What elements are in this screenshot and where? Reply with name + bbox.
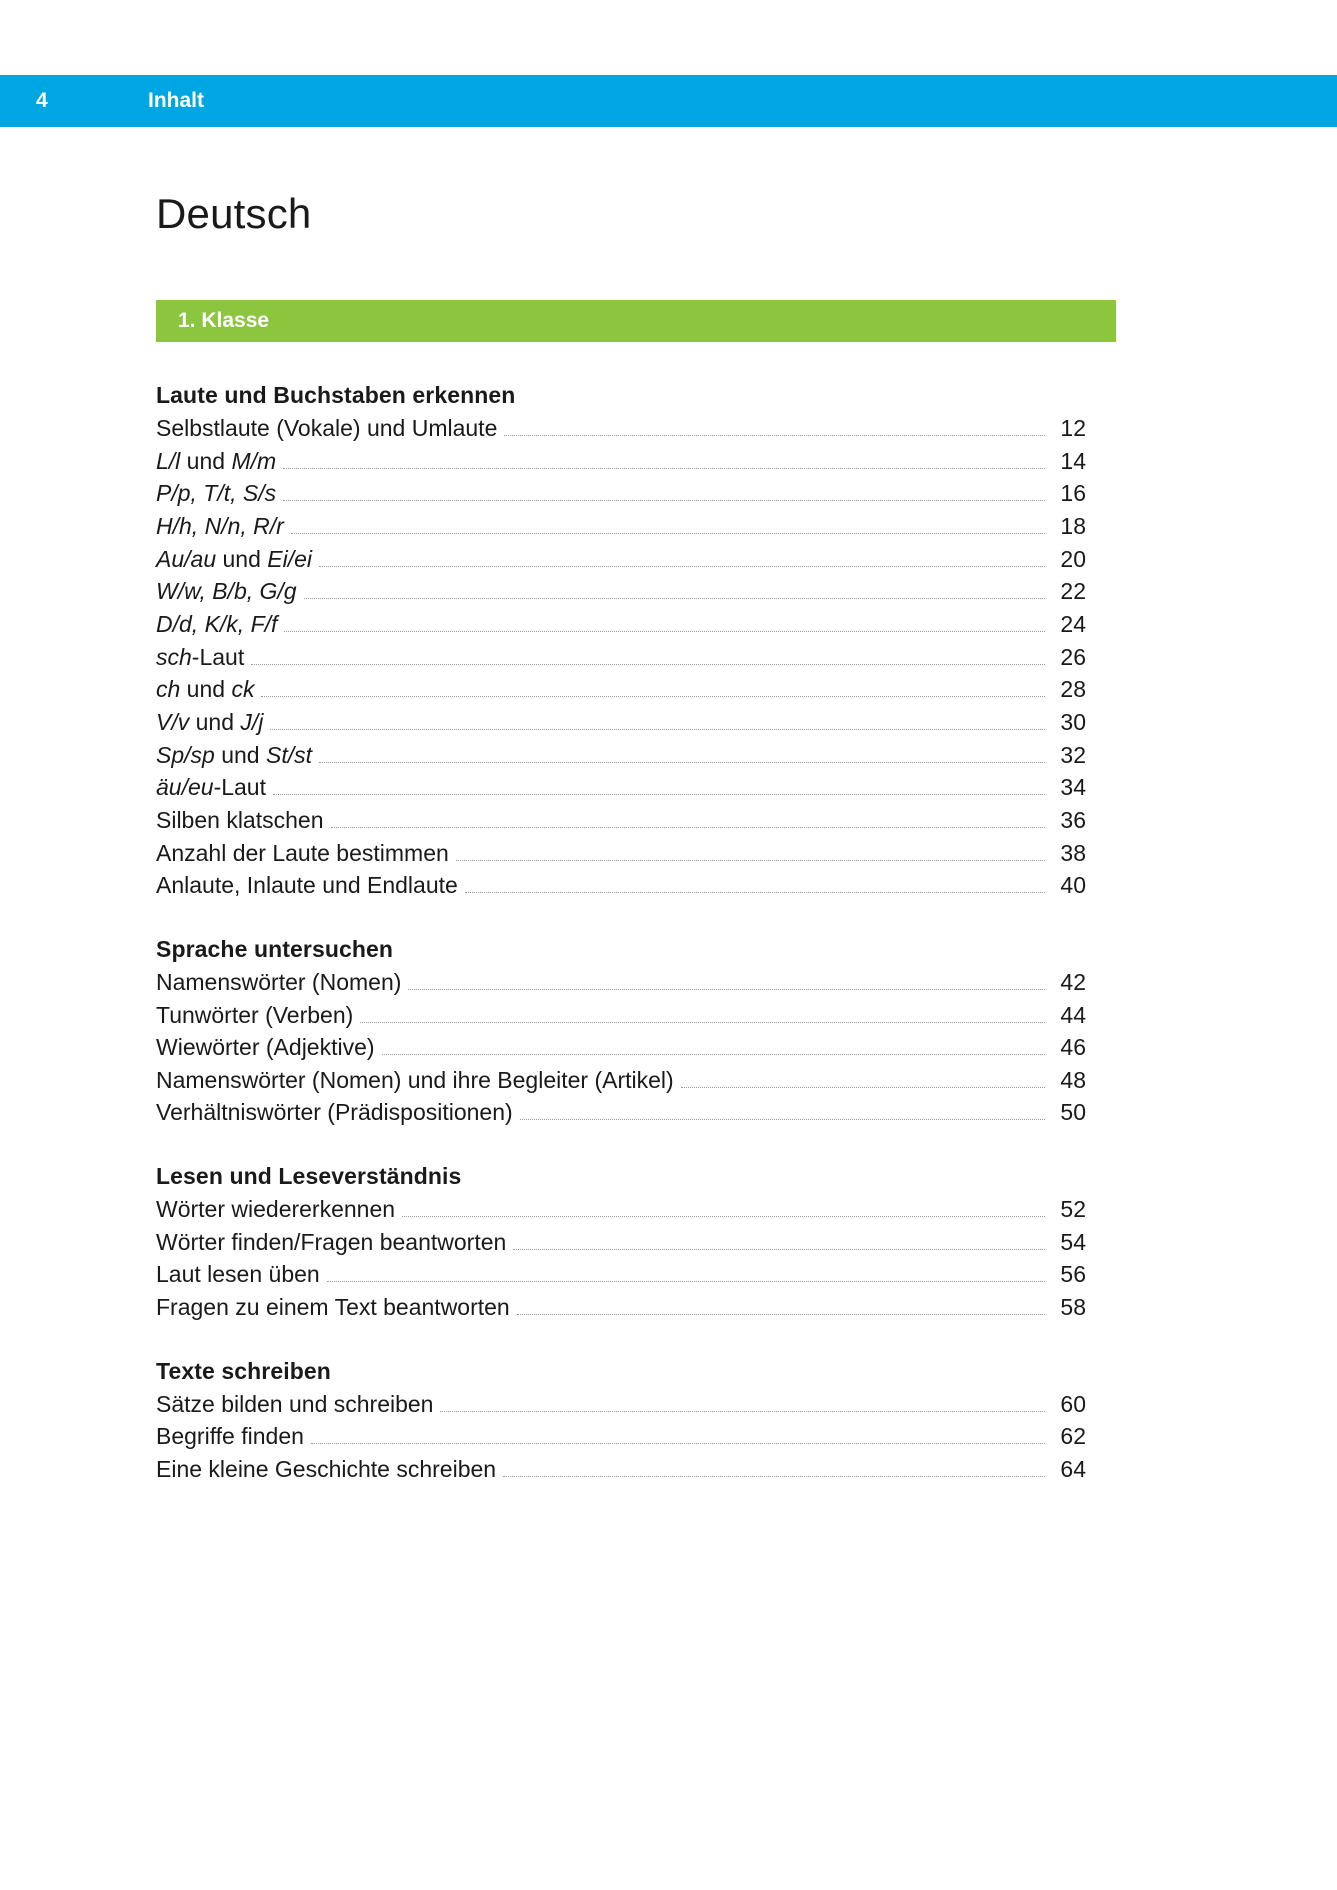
toc-entry[interactable] — [156, 510, 1086, 543]
toc-entry[interactable] — [156, 837, 1086, 870]
toc-groups — [156, 382, 1086, 1486]
toc-leader-dots — [402, 1216, 1045, 1217]
toc-entry-label: Sp/sp und St/st — [156, 741, 312, 768]
toc-entry-label: V/v und J/j — [156, 708, 264, 735]
toc-entry-page-number: 56 — [1060, 1261, 1086, 1288]
toc-entry-label: W/w, B/b, G/g — [156, 578, 297, 605]
toc-leader-dots — [251, 664, 1045, 665]
toc-entry-label: ch und ck — [156, 676, 255, 703]
toc-entry-page-number: 22 — [1060, 578, 1086, 605]
toc-entry[interactable] — [156, 543, 1086, 576]
toc-entry-page-number: 58 — [1060, 1294, 1086, 1321]
toc-leader-dots — [319, 762, 1045, 763]
toc-entry-label: Wörter wiedererkennen — [156, 1196, 396, 1223]
toc-entry-page-number: 14 — [1060, 447, 1086, 474]
toc-entry-label: L/l und M/m — [156, 447, 277, 474]
toc-entry-label: Fragen zu einem Text beantworten — [156, 1294, 510, 1321]
toc-leader-dots — [520, 1119, 1045, 1120]
toc-leader-dots — [291, 533, 1045, 534]
toc-entry-label: Begriffe finden — [156, 1423, 304, 1450]
toc-entry-page-number: 40 — [1060, 872, 1086, 899]
toc-leader-dots — [283, 468, 1045, 469]
grade-banner-label: 1. Klasse — [178, 309, 270, 332]
toc-leader-dots — [360, 1022, 1045, 1023]
toc-leader-dots — [440, 1411, 1045, 1412]
toc-entry-page-number: 52 — [1060, 1196, 1086, 1223]
toc-entry-label: Namenswörter (Nomen) — [156, 968, 402, 995]
toc-leader-dots — [503, 1476, 1045, 1477]
header-section-title: Inhalt — [148, 89, 204, 112]
grade-banner — [156, 300, 1116, 342]
toc-entry-label: Silben klatschen — [156, 806, 324, 833]
toc-entry[interactable] — [156, 966, 1086, 999]
toc-entry-label: Au/au und Ei/ei — [156, 545, 313, 572]
toc-entry[interactable] — [156, 706, 1086, 739]
toc-group — [156, 936, 1086, 1129]
toc-entry[interactable] — [156, 412, 1086, 445]
toc-entry-label: äu/eu-Laut — [156, 774, 266, 801]
toc-entry[interactable] — [156, 1453, 1086, 1486]
toc-entry-page-number: 38 — [1060, 839, 1086, 866]
toc-group-heading: Texte schreiben — [156, 1357, 331, 1384]
toc-leader-dots — [261, 696, 1045, 697]
header-page-number: 4 — [36, 89, 48, 112]
toc-leader-dots — [465, 892, 1045, 893]
toc-group-heading: Lesen und Leseverständnis — [156, 1163, 462, 1190]
toc-entry[interactable] — [156, 1226, 1086, 1259]
toc-entry-page-number: 32 — [1060, 741, 1086, 768]
page-header-bar — [0, 75, 1337, 127]
toc-leader-dots — [283, 500, 1045, 501]
toc-entry-label: Selbstlaute (Vokale) und Umlaute — [156, 415, 498, 441]
toc-leader-dots — [504, 435, 1045, 436]
toc-entry-page-number: 48 — [1060, 1066, 1086, 1093]
toc-entry-page-number: 18 — [1060, 512, 1086, 539]
toc-entry-label: Namenswörter (Nomen) und ihre Begleiter (Artikel) — [156, 1066, 674, 1093]
toc-entry-label: Sätze bilden und schreiben — [156, 1390, 434, 1417]
toc-entry[interactable] — [156, 1064, 1086, 1097]
toc-entry-label: P/p, T/t, S/s — [156, 480, 277, 507]
toc-entry[interactable] — [156, 804, 1086, 837]
toc-entry-page-number: 50 — [1060, 1099, 1086, 1126]
toc-leader-dots — [513, 1249, 1045, 1250]
toc-content — [156, 190, 1086, 1520]
toc-entry-page-number: 64 — [1060, 1456, 1086, 1483]
toc-leader-dots — [456, 860, 1045, 861]
toc-entry-page-number: 54 — [1060, 1228, 1086, 1255]
toc-entry[interactable] — [156, 445, 1086, 478]
toc-entry-label: Tunwörter (Verben) — [156, 1001, 354, 1028]
toc-entry[interactable] — [156, 1193, 1086, 1226]
toc-leader-dots — [517, 1314, 1045, 1315]
toc-entry[interactable] — [156, 739, 1086, 772]
toc-entry-label: Anlaute, Inlaute und Endlaute — [156, 872, 458, 899]
toc-group — [156, 1163, 1086, 1324]
toc-entry-page-number: 46 — [1060, 1034, 1086, 1061]
toc-entry[interactable] — [156, 1031, 1086, 1064]
toc-group-heading: Laute und Buchstaben erkennen — [156, 382, 516, 408]
toc-leader-dots — [331, 827, 1046, 828]
toc-entry-page-number: 60 — [1060, 1390, 1086, 1417]
toc-leader-dots — [311, 1443, 1045, 1444]
toc-entry[interactable] — [156, 1388, 1086, 1421]
toc-entry-page-number: 44 — [1060, 1001, 1086, 1028]
toc-entry[interactable] — [156, 1258, 1086, 1291]
toc-entry-page-number: 28 — [1060, 676, 1086, 703]
toc-entry-page-number: 36 — [1060, 806, 1086, 833]
toc-leader-dots — [319, 566, 1045, 567]
toc-entry-page-number: 30 — [1060, 708, 1086, 735]
toc-entry-page-number: 24 — [1060, 610, 1086, 637]
toc-leader-dots — [270, 729, 1045, 730]
toc-entry-label: Laut lesen üben — [156, 1261, 320, 1288]
toc-entry-page-number: 42 — [1060, 968, 1086, 995]
toc-entry-page-number: 34 — [1060, 774, 1086, 801]
toc-group-heading: Sprache untersuchen — [156, 935, 394, 962]
toc-entry-page-number: 12 — [1060, 415, 1086, 441]
toc-entry-page-number: 20 — [1060, 545, 1086, 572]
toc-leader-dots — [273, 794, 1045, 795]
toc-entry-label: Eine kleine Geschichte schreiben — [156, 1456, 497, 1483]
toc-entry-page-number: 16 — [1060, 480, 1086, 507]
toc-entry[interactable] — [156, 575, 1086, 608]
toc-entry-label: sch-Laut — [156, 643, 245, 670]
toc-entry-label: H/h, N/n, R/r — [156, 512, 284, 539]
toc-entry[interactable] — [156, 673, 1086, 706]
toc-entry-label: Anzahl der Laute bestimmen — [156, 839, 449, 866]
page-title: Deutsch — [156, 190, 312, 237]
toc-entry-page-number: 62 — [1060, 1423, 1086, 1450]
toc-entry-label: Verhältniswörter (Prädispositionen) — [156, 1099, 513, 1126]
toc-entry[interactable] — [156, 999, 1086, 1032]
toc-leader-dots — [284, 631, 1045, 632]
toc-leader-dots — [327, 1281, 1045, 1282]
toc-leader-dots — [408, 989, 1045, 990]
toc-entry-label: D/d, K/k, F/f — [156, 610, 278, 637]
toc-entry[interactable] — [156, 477, 1086, 510]
toc-entry[interactable] — [156, 869, 1086, 902]
toc-entry[interactable] — [156, 1096, 1086, 1129]
toc-group — [156, 382, 1086, 902]
toc-leader-dots — [681, 1087, 1045, 1088]
toc-entry-label: Wörter finden/Fragen beantworten — [156, 1228, 507, 1255]
toc-entry[interactable] — [156, 1291, 1086, 1324]
toc-entry[interactable] — [156, 1420, 1086, 1453]
toc-entry[interactable] — [156, 771, 1086, 804]
toc-entry-label: Wiewörter (Adjektive) — [156, 1034, 375, 1061]
toc-entry[interactable] — [156, 608, 1086, 641]
toc-entry-page-number: 26 — [1060, 643, 1086, 670]
toc-group — [156, 1358, 1086, 1486]
toc-entry[interactable] — [156, 641, 1086, 674]
toc-leader-dots — [304, 598, 1045, 599]
toc-leader-dots — [382, 1054, 1045, 1055]
